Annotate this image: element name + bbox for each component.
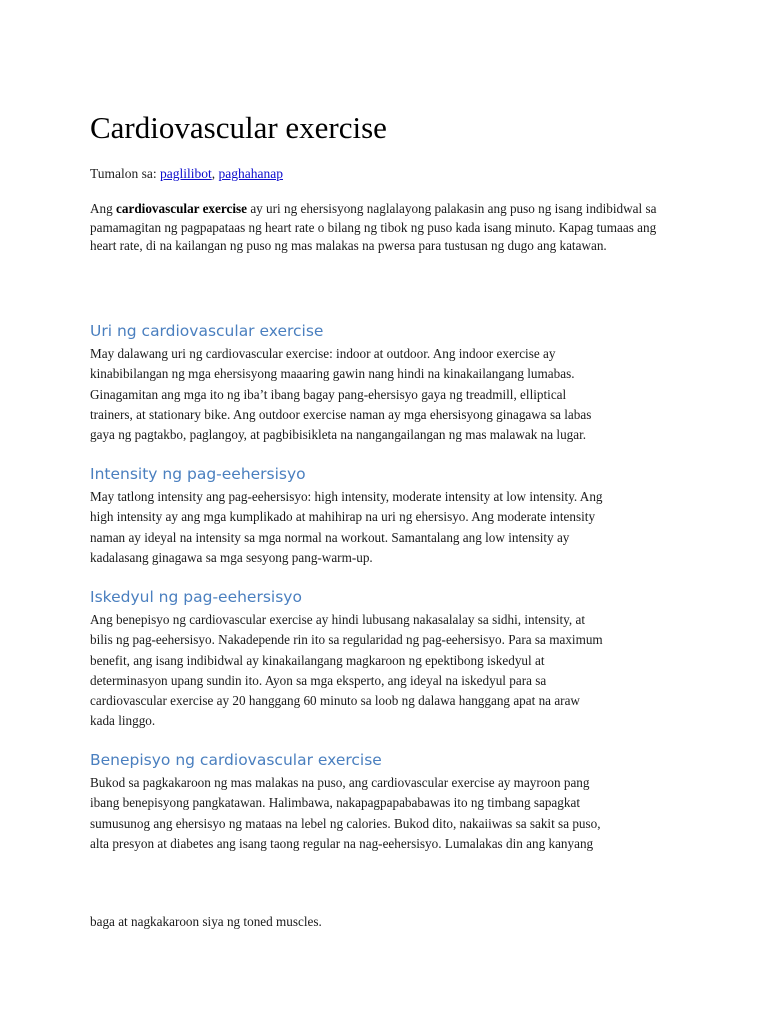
paragraph-line: May dalawang uri ng cardiovascular exercise: indoor at outdoor. Ang indoor exercise ay bbox=[90, 346, 556, 361]
page-break-continuation bbox=[90, 912, 668, 932]
section-heading-schedule: Iskedyul ng pag-eehersisyo bbox=[90, 588, 302, 606]
paragraph-line: benefit, ang isang indibidwal ay kinakailangang magkaroon ng epektibong iskedyul at bbox=[90, 652, 545, 668]
section-paragraph-schedule bbox=[90, 610, 668, 732]
paragraph-line: high intensity ay ang mga kumplikado at mahihirap na uri ng ehersisyo. Ang moderate intensity bbox=[90, 509, 596, 525]
paragraph-line: gaya ng pagtakbo, paglangoy, at pagbibisikleta na nangangailangan ng mas malawak na lugar. bbox=[90, 427, 587, 443]
paragraph-line: cardiovascular exercise ay 20 hanggang 60 minuto sa loob ng dalawa hanggang apat na araw bbox=[90, 693, 580, 709]
page-title: Cardiovascular exercise bbox=[90, 110, 387, 145]
intro-bold-term: cardiovascular exercise bbox=[116, 201, 248, 216]
paragraph-line: bilis ng pag-eehersisyo. Nakadepende rin ito sa regularidad ng pag-eehersisyo. Para sa maximum bbox=[90, 632, 603, 648]
section-paragraph-intensity bbox=[90, 487, 668, 568]
paragraph-line: kadalasang ginagawa sa mga sesyong pang-warm-up. bbox=[90, 549, 373, 565]
jump-prefix: Tumalon sa: bbox=[90, 166, 161, 181]
section-paragraph-types bbox=[90, 344, 668, 445]
paragraph-line: Ginagamitan ang mga ito ng iba’t ibang bagay pang-ehersisyo gaya ng treadmill, elliptical bbox=[90, 386, 567, 402]
paragraph-line: baga at nagkakaroon siya ng toned muscles. bbox=[90, 914, 322, 929]
paragraph-line: kinabibilangan ng mga ehersisyong maaaring gawin nang hindi na kinakailangang lumabas. bbox=[90, 366, 575, 382]
intro-after: ay uri ng ehersisyong naglalayong palakasin ang puso ng isang indibidwal sa pamamagitan ng pagpapataas ng heart rate o bilang ng tibok ng puso kada isang minuto. Kapag tumaas ang heart rate, di na kailangan ng puso ng mas malakas na pwersa para tustusan ng dugo ang katawan. bbox=[90, 201, 657, 253]
paragraph-line: kada linggo. bbox=[90, 713, 156, 729]
paragraph-line: determinasyon upang sundin ito. Ayon sa mga eksperto, ang ideyal na iskedyul para sa bbox=[90, 672, 547, 688]
paragraph-line: naman ay ideyal na intensity sa mga normal na workout. Samantalang ang low intensity ay bbox=[90, 529, 570, 545]
paragraph-line: trainers, at stationary bike. Ang outdoor exercise naman ay mga ehersisyong ginagawa sa labas bbox=[90, 406, 592, 422]
search-link[interactable]: paghahanap bbox=[218, 166, 283, 181]
navigation-link[interactable]: paglilibot bbox=[160, 166, 212, 181]
section-heading-intensity: Intensity ng pag-eehersisyo bbox=[90, 465, 306, 483]
section-heading-types: Uri ng cardiovascular exercise bbox=[90, 322, 324, 340]
section-paragraph-benefits bbox=[90, 773, 668, 854]
paragraph-line: May tatlong intensity ang pag-eehersisyo: high intensity, moderate intensity at low intensity. Ang bbox=[90, 489, 603, 504]
intro-before: Ang bbox=[90, 201, 117, 216]
paragraph-line: sumusunog ang ehersisyo ng mataas na lebel ng calories. Bukod dito, nakaiiwas sa sakit sa puso, bbox=[90, 815, 601, 831]
paragraph-line: ibang benepisyong pangkatawan. Halimbawa, nakapagpapababawas ito ng timbang sapagkat bbox=[90, 795, 580, 811]
jump-separator: , bbox=[211, 166, 219, 181]
section-heading-benefits: Benepisyo ng cardiovascular exercise bbox=[90, 751, 382, 769]
jump-to-navigation bbox=[90, 164, 283, 184]
paragraph-line: Bukod sa pagkakaroon ng mas malakas na puso, ang cardiovascular exercise ay mayroon pang bbox=[90, 775, 590, 790]
paragraph-line: alta presyon at diabetes ang isang taong regular na nag-eehersisyo. Lumalakas din ang kanyang bbox=[90, 835, 594, 851]
intro-paragraph bbox=[90, 200, 670, 256]
paragraph-line: Ang benepisyo ng cardiovascular exercise ay hindi lubusang nakasalalay sa sidhi, intensity, at bbox=[90, 612, 586, 627]
